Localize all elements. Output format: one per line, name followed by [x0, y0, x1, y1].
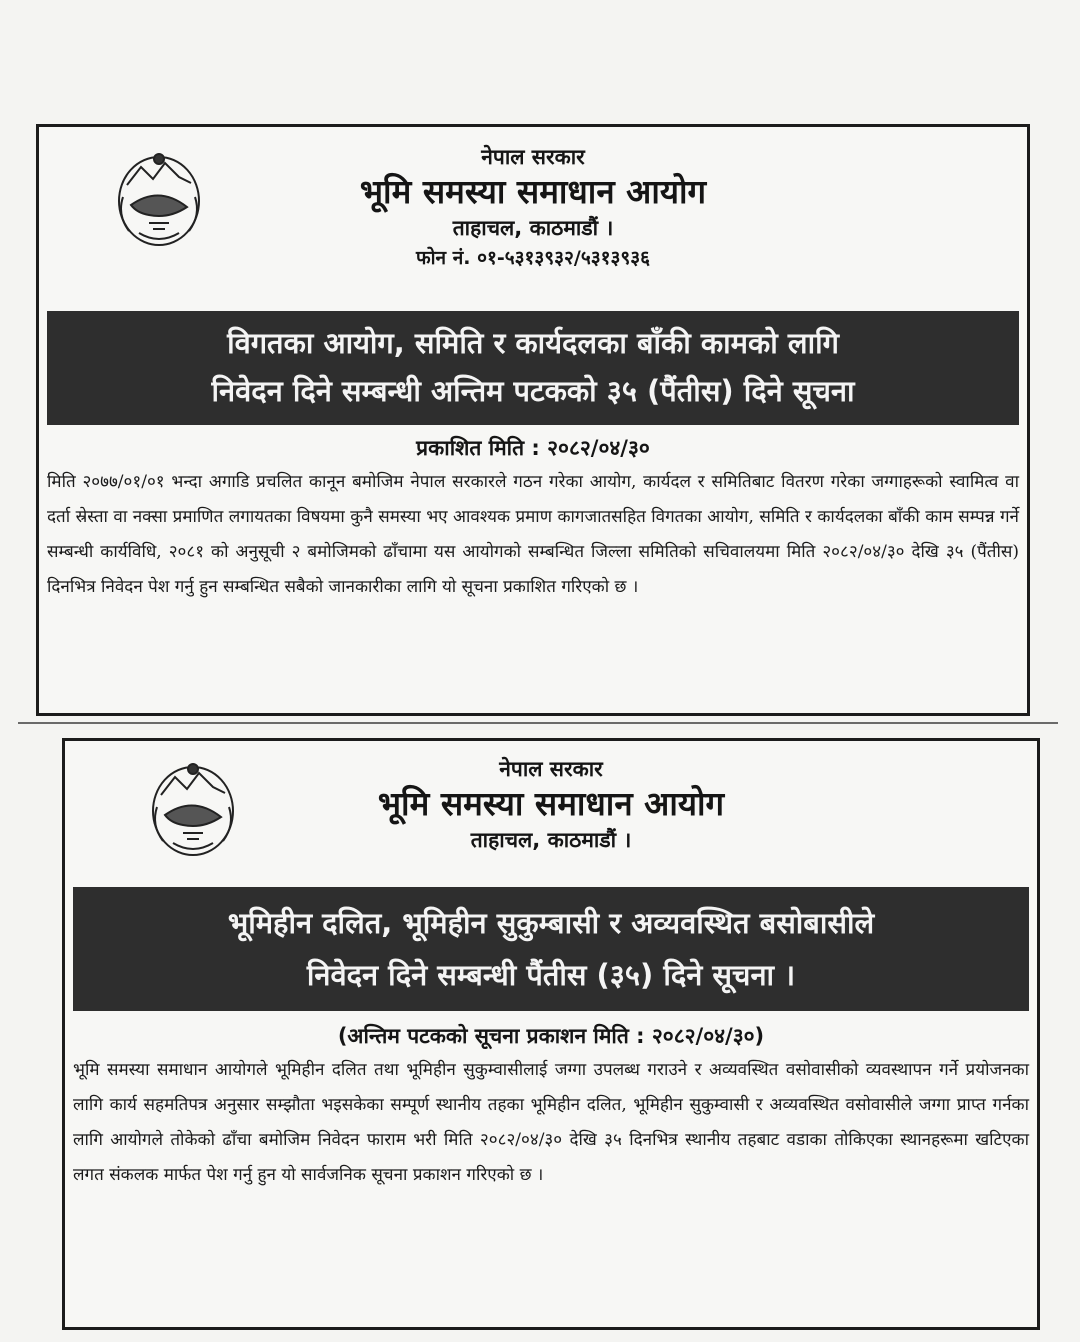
nepal-emblem-icon — [109, 145, 209, 255]
address: ताहाचल, काठमाडौं । — [470, 828, 632, 852]
title-line-2: निवेदन दिने सम्बन्धी पैंतीस (३५) दिने सूचना । — [306, 958, 796, 992]
notice-body: मिति २०७७/०१/०१ भन्दा अगाडि प्रचलित कानून बमोजिम नेपाल सरकारले गठन गरेका आयोग, कार्यदल र समितिबाट वितरण गरेका जग्गाहरूको स्वामित्व वा दर्ता स्रेस्ता वा नक्सा प्रमाणित लगायतका विषयमा कुनै समस्या भए आवश्यक प्रमाण कागजातसहित विगतका आयोग, समिति र कार्यदलका बाँकी काम सम्पन्न गर्ने सम्बन्धी कार्यविधि, २०८१ को अनुसूची २ बमोजिमको ढाँचामा यस आयोगको सम्बन्धित जिल्ला समितिको सचिवालयमा मिति २०८२/०४/३० देखि ३५ (पैंतीस) दिनभित्र निवेदन पेश गर्नु हुन सम्बन्धित सबैको जानकारीका लागि यो सूचना प्रकाशित गरिएको छ । — [47, 472, 1019, 597]
notice-header — [65, 741, 1037, 879]
divider — [18, 722, 1058, 724]
notice-header — [39, 127, 1027, 311]
commission-name: भूमि समस्या समाधान आयोग — [359, 172, 707, 211]
phone-number: फोन नं. ०१-५३१३९३२/५३१३९३६ — [415, 247, 650, 269]
commission-name: भूमि समस्या समाधान आयोग — [377, 784, 725, 823]
notice-panel-1 — [36, 124, 1030, 716]
publish-date: (अन्तिम पटकको सूचना प्रकाशन मिति : २०८२/०४/३०) — [337, 1024, 765, 1048]
title-line-1: विगतका आयोग, समिति र कार्यदलका बाँकी कामको लागि — [227, 326, 839, 360]
notice-title-banner — [47, 311, 1019, 425]
government-name: नेपाल सरकार — [499, 757, 603, 781]
nepal-emblem-icon — [143, 755, 243, 865]
address: ताहाचल, काठमाडौं । — [452, 216, 614, 240]
publish-date: प्रकाशित मिति : २०८२/०४/३० — [416, 436, 650, 460]
title-line-1: भूमिहीन दलित, भूमिहीन सुकुम्बासी र अव्यवस्थित बसोबासीले — [227, 906, 875, 940]
notice-panel-2 — [62, 738, 1040, 1330]
title-line-2: निवेदन दिने सम्बन्धी अन्तिम पटकको ३५ (पैंतीस) दिने सूचना — [211, 374, 855, 408]
government-name: नेपाल सरकार — [481, 145, 585, 169]
notice-body: भूमि समस्या समाधान आयोगले भूमिहीन दलित तथा भूमिहीन सुकुम्वासीलाई जग्गा उपलब्ध गराउने र अव्यवस्थित वसोवासीको व्यवस्थापन गर्ने प्रयोजनका लागि कार्य सहमतिपत्र अनुसार सम्झौता भइसकेका सम्पूर्ण स्थानीय तहका भूमिहीन दलित, भूमिहीन सुकुम्वासी र अव्यवस्थित वसोवासीले जग्गा प्राप्त गर्नका लागि आयोगले तोकेको ढाँचा बमोजिम निवेदन फाराम भरी मिति २०८२/०४/३० देखि ३५ दिनभित्र स्थानीय तहबाट वडाका तोकिएका स्थानहरूमा खटिएका लगत संकलक मार्फत पेश गर्नु हुन यो सार्वजनिक सूचना प्रकाशन गरिएको छ । — [73, 1060, 1029, 1185]
notice-title-banner — [73, 887, 1029, 1011]
